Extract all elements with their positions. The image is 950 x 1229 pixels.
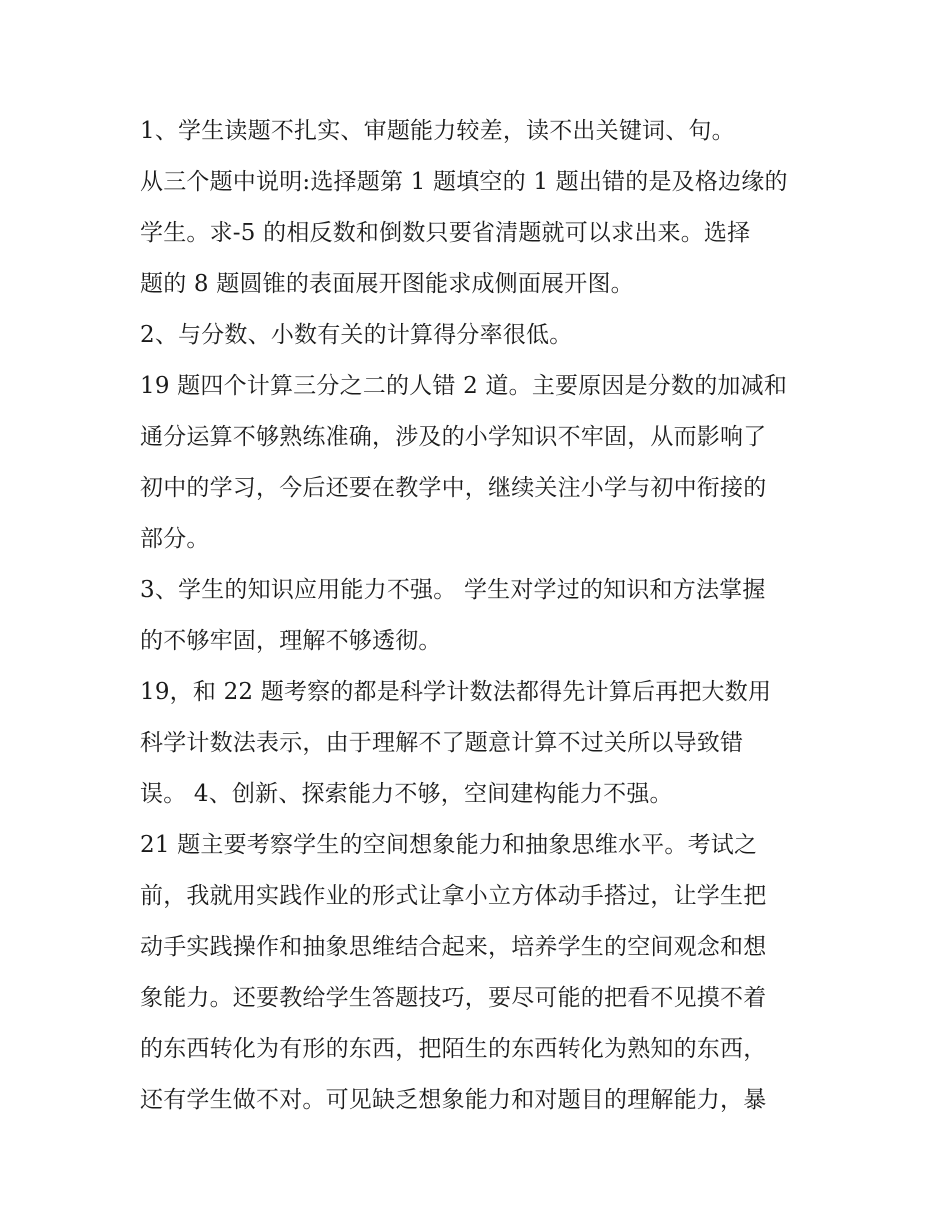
text-line-5: 2、与分数、小数有关的计算得分率很低。 (140, 322, 573, 348)
text-line-7: 通分运算不够熟练准确，涉及的小学知识不牢固，从而影响了 (140, 424, 767, 450)
text-line-17: 动手实践操作和抽象思维结合起来，培养学生的空间观念和想 (140, 934, 767, 960)
text-line-6: 19 题四个计算三分之二的人错 2 道。主要原因是分数的加减和 (140, 373, 788, 399)
text-line-4: 题的 8 题圆锥的表面展开图能求成侧面展开图。 (140, 271, 634, 297)
document-body (140, 106, 820, 1126)
text-line-18: 象能力。还要教给学生答题技巧，要尽可能的把看不见摸不着 (140, 985, 767, 1011)
text-line-10: 3、学生的知识应用能力不强。 学生对学过的知识和方法掌握 (140, 577, 766, 603)
text-line-13: 科学计数法表示，由于理解不了题意计算不过关所以导致错 (140, 730, 744, 756)
text-line-1: 1、学生读题不扎实、审题能力较差，读不出关键词、句。 (140, 118, 735, 144)
text-line-8: 初中的学习，今后还要在教学中，继续关注小学与初中衔接的 (140, 475, 767, 501)
text-line-3: 学生。求-5 的相反数和倒数只要省清题就可以求出来。选择 (140, 220, 751, 246)
text-line-12: 19，和 22 题考察的都是科学计数法都得先计算后再把大数用 (140, 679, 772, 705)
text-line-14: 误。 4、创新、探索能力不够，空间建构能力不强。 (140, 781, 673, 807)
text-line-19: 的东西转化为有形的东西，把陌生的东西转化为熟知的东西， (140, 1036, 767, 1062)
text-line-11: 的不够牢固，理解不够透彻。 (140, 628, 442, 654)
text-line-9: 部分。 (140, 526, 210, 552)
text-line-2: 从三个题中说明:选择题第 1 题填空的 1 题出错的是及格边缘的 (140, 169, 788, 195)
text-line-16: 前，我就用实践作业的形式让拿小立方体动手搭过，让学生把 (140, 883, 767, 909)
text-line-15: 21 题主要考察学生的空间想象能力和抽象思维水平。考试之 (140, 832, 758, 858)
text-line-20: 还有学生做不对。可见缺乏想象能力和对题目的理解能力，暴 (140, 1087, 767, 1113)
